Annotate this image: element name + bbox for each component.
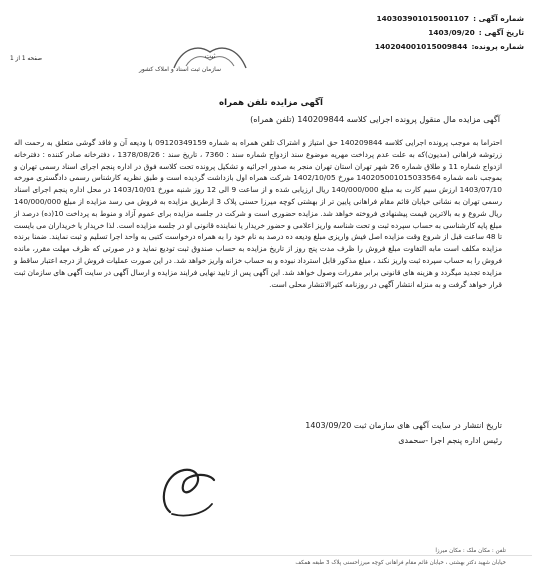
- address-line: خیابان شهید دکتر بهشتی ، خیابان قائم مقام فراهانی کوچه میرزاحسنی پلاک 3 طبقه همکف: [295, 560, 506, 566]
- page-number: صفحه 1 از 1: [10, 56, 43, 62]
- meta-value: 140303901015001107: [376, 14, 470, 23]
- meta-value: 1403/09/20: [428, 28, 475, 37]
- registration-organization-logo: [168, 38, 252, 84]
- meta-row-announcement-number: [264, 12, 524, 26]
- contact-line: تلفن : مکان ملک : مکان میرزا: [435, 548, 506, 554]
- svg-text:ثبت: ثبت: [204, 52, 216, 60]
- footer-divider: [10, 555, 532, 556]
- logo-caption: سازمان ثبت اسناد و املاک کشور: [138, 66, 222, 73]
- announcement-title: آگهی مزایده تلفن همراه: [219, 98, 323, 108]
- announcement-meta: [264, 12, 524, 54]
- meta-value: 140204001015009844: [374, 42, 468, 51]
- meta-row-announcement-date: [264, 26, 524, 40]
- meta-key: تاریخ آگهی :: [478, 28, 524, 37]
- signer-title: رئیس اداره پنجم اجرا -سحمدی: [398, 436, 502, 445]
- publish-date: تاریخ انتشار در سایت آگهی های سازمان ثبت 1403/09/20: [305, 421, 502, 430]
- handwritten-signature: [150, 452, 230, 530]
- meta-key: شماره پرونده:: [471, 42, 524, 51]
- meta-row-case-number: [264, 40, 524, 54]
- announcement-body: احتراما به موجب پرونده اجرایی کلاسه 140209844 حق امتیاز و اشتراک تلفن همراه به شماره 09120349159 با ودیعه آن و فاقد گوشی متعلق به رحمت اله زرتوشه فراهانی (مدیون)که به علت عدم پرداخت مهریه موضوع سند ازدواج شماره سند : 7360 ، تاریخ سند : 1378/08/26 ، دفترخانه صادر کننده : دفترخانه ازدواج شماره 11 و طلاق شماره 26 شهر تهران استان تهران منجر به صدور اجرائیه و تشکیل پرونده تحت کلاسه فوق در اداره پنجم اجرای اسناد رسمی تهران و بموجب نامه شماره 140205001015033564 مورخ 1402/10/05 شرکت همراه اول بازداشت گردیده است و طبق نظریه کارشناس رسمی دادگستری مورخه 1403/07/10 ارزش سیم کارت به مبلغ 140/000/000 ریال ارزیابی شده و از ساعت 9 الی 12 روز شنبه مورخ 1403/10/01 در محل اداره پنجم اجرای اسناد رسمی تهران به نشانی خیابان قائم مقام فراهانی پایین تر از بهشتی کوچه میرزا حسنی پلاک 3 ازطریق مزایده به فروش می رسد مزایده از مبلغ 140/000/000 ریال شروع و به بالاترین قیمت پیشنهادی فروخته خواهد شد. مزایده حضوری است و شرکت در جلسه مزایده برای عموم آزاد و منوط به پرداخت 10(ده) درصد از مبلغ پایه کارشناسی به حساب سپرده ثبت و تحت شناسه واریز اعلامی و حضور خریدار یا نماینده قانونی او در جلسه مزایده است. لذا خریدار یا خریداران می بایست تا 48 ساعت قبل از شروع وقت مزایده اصل فیش واریزی مبلغ ودیعه ده درصد به نام خود را به همراه درخواست کتبی به واحد اجرا تسلیم و ثبت نمایند. ضمنا برنده مزایده مکلف است مابه التفاوت مبلغ فروش را ظرف مدت پنج روز از تاریخ مزایده به حساب صندوق ثبت تودیع نماید و در صورتی که ظرف مهلت مقرر، مانده فروش را به حساب سپرده ثبت واریز نکند ، مبلغ مذکور قابل استرداد نبوده و به حساب خزانه واریز خواهد شد. در این صورت عملیات فروش از درجه اعتبار ساقط و مزایده تجدید میگردد و هزینه های قانونی برابر مقررات وصول خواهد شد. این آگهی پس از تایید نهایی فرایند مزایده و ارسال آگهی در سایت آگهی های سازمان ثبت قرار خواهد گرفت و به منزله انتشار آگهی در روزنامه کثیرالانتشار محلی است.: [14, 138, 503, 289]
- announcement-subtitle: آگهی مزایده مال منقول پرونده اجرایی کلاسه 140209844 (تلفن همراه): [250, 114, 500, 124]
- meta-key: شماره آگهی :: [473, 14, 524, 23]
